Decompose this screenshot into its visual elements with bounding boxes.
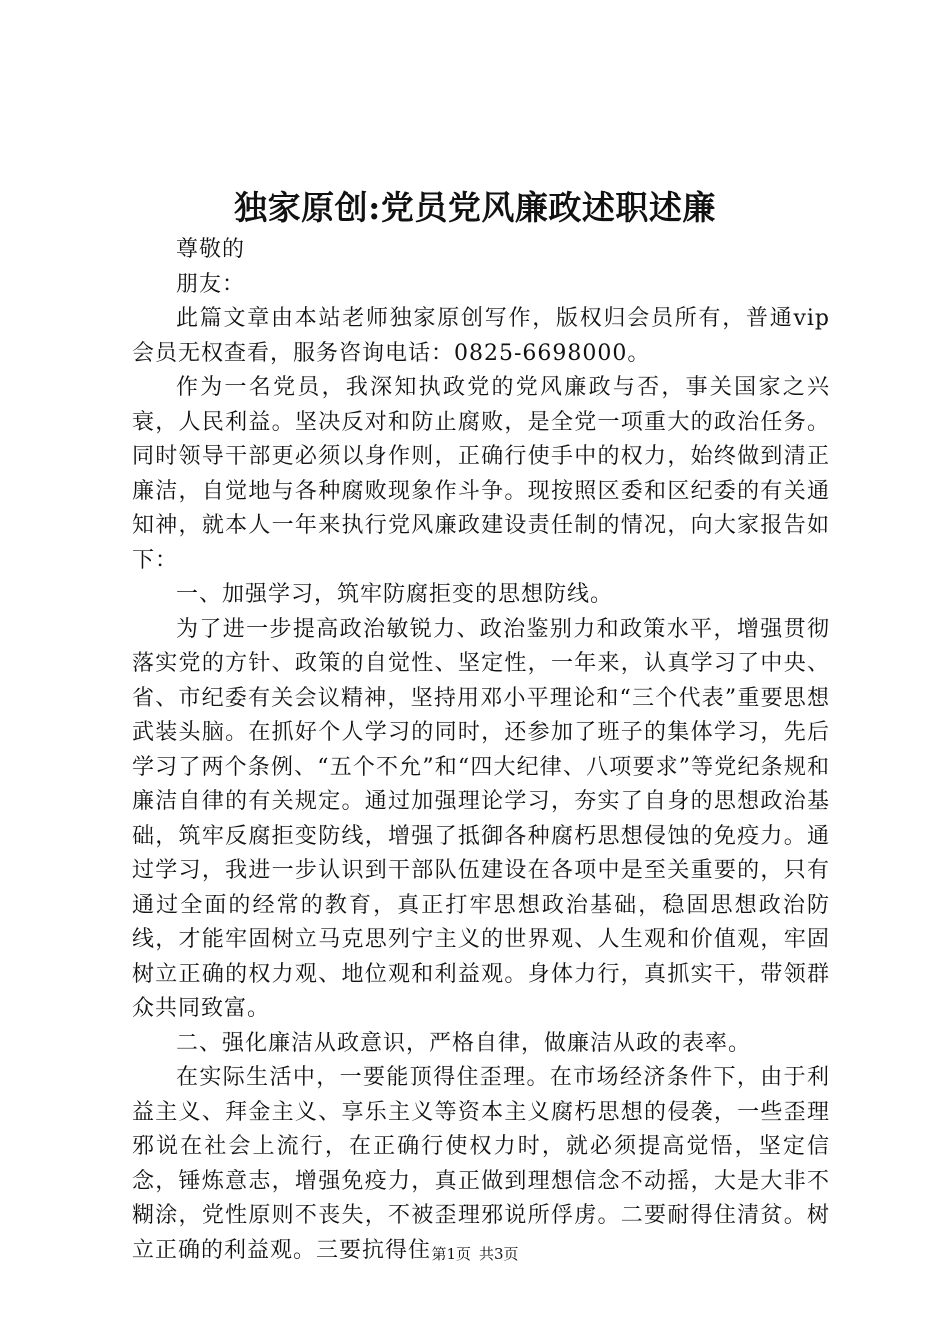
- document-title: 独家原创:党员党风廉政述职述廉: [234, 188, 716, 227]
- paragraph-section-2: 在实际生活中，一要能顶得住歪理。在市场经济条件下，由于利益主义、拜金主义、享乐主义等资本主义腐朽思想的侵袭，一些歪理邪说在社会上流行，在正确行使权力时，就必须提高觉悟，坚定信念，锤炼意志，增强免疫力，真正做到理想信念不动摇，大是大非不糊涂，党性原则不丧失，不被歪理邪说所俘虏。二要耐得住清贫。树立正确的利益观。三要抗得住: [132, 1065, 830, 1263]
- paragraph-copyright-notice: 此篇文章由本站老师独家原创写作，版权归会员所有，普通vip会员无权查看，服务咨询电话：0825-6698000。: [132, 306, 830, 366]
- page-number-current: 第1页: [431, 1245, 471, 1263]
- section-heading-2: 二、强化廉洁从政意识，严格自律，做廉洁从政的表率。: [176, 1030, 752, 1056]
- page-number-total: 共3页: [479, 1245, 519, 1263]
- page-footer: [0, 1243, 950, 1265]
- paragraph-section-1: 为了进一步提高政治敏锐力、政治鉴别力和政策水平，增强贯彻落实党的方针、政策的自觉性、坚定性，一年来，认真学习了中央、省、市纪委有关会议精神，坚持用邓小平理论和“三个代表”重要思想武装头脑。在抓好个人学习的同时，还参加了班子的集体学习，先后学习了两个条例、“五个不允”和“四大纪律、八项要求”等党纪条规和廉洁自律的有关规定。通过加强理论学习，夯实了自身的思想政治基础，筑牢反腐拒变防线，增强了抵御各种腐朽思想侵蚀的免疫力。通过学习，我进一步认识到干部队伍建设在各项中是至关重要的，只有通过全面的经常的教育，真正打牢思想政治基础，稳固思想政治防线，才能牢固树立马克思列宁主义的世界观、人生观和价值观，牢固树立正确的权力观、地位观和利益观。身体力行，真抓实干，带领群众共同致富。: [132, 616, 830, 1021]
- section-heading-1: 一、加强学习，筑牢防腐拒变的思想防线。: [176, 582, 614, 607]
- paragraph-salutation-2: 朋友：: [176, 271, 246, 297]
- paragraph-introduction: 作为一名党员，我深知执政党的党风廉政与否，事关国家之兴衰，人民利益。坚决反对和防止腐败，是全党一项重大的政治任务。同时领导干部更必须以身作则，正确行使手中的权力，始终做到清正廉洁，自觉地与各种腐败现象作斗争。现按照区委和区纪委的有关通知神，就本人一年来执行党风廉政建设责任制的情况，向大家报告如下：: [132, 375, 830, 573]
- document-body: [132, 233, 830, 1268]
- paragraph-salutation-1: 尊敬的: [176, 237, 246, 262]
